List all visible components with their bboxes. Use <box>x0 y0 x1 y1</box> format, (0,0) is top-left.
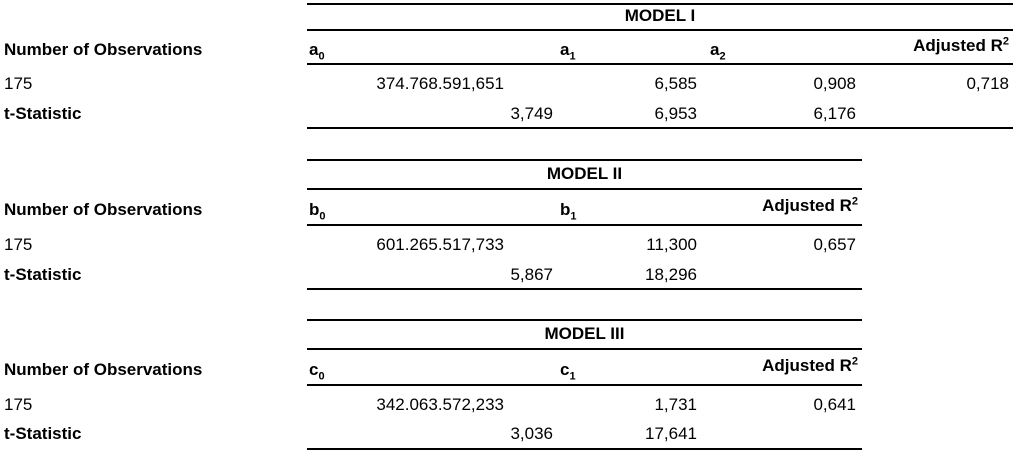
model-1-title: MODEL I <box>624 6 696 25</box>
model-1-a1-value: 6,585 <box>654 74 697 93</box>
model-1-coef-a1-header: $a_1$ <box>560 40 576 63</box>
model-2-top-rule <box>307 159 862 161</box>
model-2-adj-r2-header: Adjusted $R^2$ <box>762 195 858 215</box>
model-3-t-label: t-Statistic <box>4 424 82 443</box>
model-3-c0-value: 342.063.572,233 <box>376 395 504 414</box>
model-1-subheader-rule <box>307 63 1013 65</box>
model-3-header-rule <box>307 348 862 350</box>
model-3-subheader-rule <box>307 384 862 386</box>
model-3-n-value: 175 <box>4 395 33 414</box>
model-1-coef-a2-header: $a_2$ <box>710 40 726 63</box>
model-3-bottom-rule <box>307 448 862 450</box>
model-2-title: MODEL II <box>546 164 623 183</box>
model-2-bottom-rule <box>307 288 862 290</box>
model-1-top-rule <box>307 3 1013 5</box>
model-2-b1-t: 18,296 <box>645 265 697 284</box>
model-3-c1-value: 1,731 <box>654 395 697 414</box>
model-1-n-value: 175 <box>4 74 33 93</box>
model-3-title: MODEL III <box>544 324 625 343</box>
model-2-coef-b0-header: $b_0$ <box>309 200 326 223</box>
model-3-obs-header: Number of Observations <box>4 360 203 379</box>
model-2-obs-header: Number of Observations <box>4 200 203 219</box>
model-1-a2-t: 6,176 <box>813 104 856 123</box>
model-2-adj-r2-value: 0,657 <box>813 235 856 254</box>
model-1-a0-t: 3,749 <box>510 104 553 123</box>
model-2-coef-b1-header: $b_1$ <box>560 200 577 223</box>
model-3-adj-r2-header: Adjusted $R^2$ <box>762 355 858 375</box>
model-2-b0-t: 5,867 <box>510 265 553 284</box>
model-1-adj-r2-header: Adjusted $R^2$ <box>913 35 1009 55</box>
model-1-bottom-rule <box>307 127 1013 129</box>
model-1-t-label: t-Statistic <box>4 104 82 123</box>
model-3-c1-t: 17,641 <box>645 424 697 443</box>
model-1-header-rule <box>307 29 1013 31</box>
model-2-b1-value: 11,300 <box>646 235 697 254</box>
model-2-header-rule <box>307 188 862 190</box>
model-1-adj-r2-value: 0,718 <box>966 74 1009 93</box>
model-2-b0-value: 601.265.517,733 <box>376 235 504 254</box>
model-2-t-label: t-Statistic <box>4 265 82 284</box>
model-1-obs-header: Number of Observations <box>4 40 203 59</box>
model-3-adj-r2-value: 0,641 <box>813 395 856 414</box>
model-3-coef-c0-header: $c_0$ <box>309 360 325 383</box>
model-3-top-rule <box>307 319 862 321</box>
model-2-subheader-rule <box>307 224 862 226</box>
model-2-n-value: 175 <box>4 235 33 254</box>
model-1-a0-value: 374.768.591,651 <box>376 74 504 93</box>
model-3-c0-t: 3,036 <box>510 424 553 443</box>
model-3-coef-c1-header: $c_1$ <box>560 360 576 383</box>
model-1-a1-t: 6,953 <box>654 104 697 123</box>
model-1-coef-a0-header: $a_0$ <box>309 40 325 63</box>
model-1-a2-value: 0,908 <box>813 74 856 93</box>
